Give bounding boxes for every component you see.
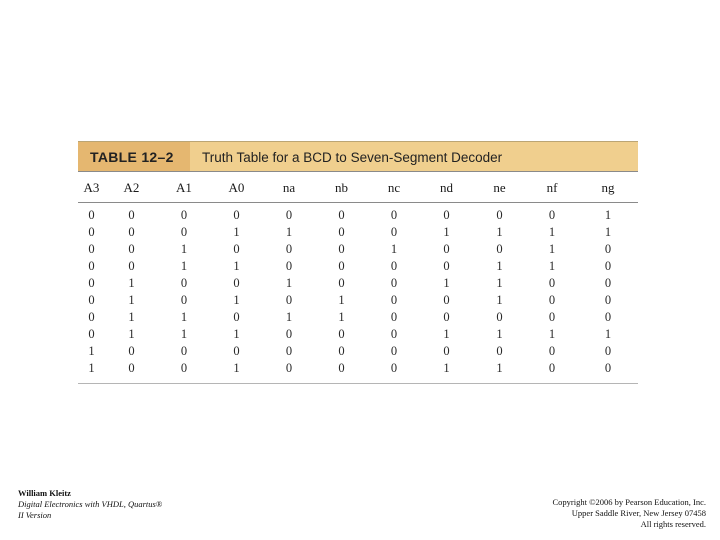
table-cell: 1 [548,225,556,239]
table-cell: 1 [180,242,188,256]
table-cell: 1 [180,310,188,324]
table-cell: 0 [180,344,188,358]
table-cell: 1 [338,310,345,324]
table-cell: 1 [233,361,240,375]
table-cell: 0 [390,327,398,341]
table-cell: 0 [128,361,135,375]
table-row [78,241,638,258]
table-cell: 0 [604,259,612,273]
table-cell: 0 [443,259,450,273]
table-cell: 0 [548,310,556,324]
table-cell: 1 [180,259,188,273]
table-cell: 1 [496,225,503,239]
table-cell: 0 [390,225,398,239]
table-cell: 1 [180,327,188,341]
table-cell: 0 [390,208,398,222]
table-cell: 0 [285,344,293,358]
table-cell: 0 [548,361,556,375]
table-cell: 1 [285,276,293,290]
table-cell: 0 [233,242,240,256]
table-cell: 0 [390,293,398,307]
table-cell: 1 [548,259,556,273]
book-credit [18,488,238,521]
table-cell: 1 [285,225,293,239]
table-cell: 0 [88,276,95,290]
table-cell: 0 [88,208,95,222]
table-cell: 0 [390,276,398,290]
table-cell: 0 [338,344,345,358]
column-header: nf [546,179,558,195]
table-row [78,203,638,224]
table-cell: 0 [443,208,450,222]
table-cell: 0 [390,310,398,324]
table-row [78,292,638,309]
table-cell: 0 [88,259,95,273]
table-cell: 1 [88,361,95,375]
table-cell: 1 [128,310,135,324]
table-row [78,309,638,326]
header-row [78,172,638,203]
table-cell: 0 [180,208,188,222]
table-cell: 1 [496,276,503,290]
rights-line: All rights reserved. [640,519,706,529]
table-cell: 1 [604,327,612,341]
table-cell: 1 [443,361,450,375]
truth-table-grid [78,172,638,377]
table-cell: 0 [180,225,188,239]
table-cell: 0 [604,276,612,290]
table-cell: 0 [180,361,188,375]
table-title: Truth Table for a BCD to Seven-Segment Decoder [202,149,503,165]
table-cell: 1 [233,259,240,273]
table-cell: 0 [285,361,293,375]
truth-table [78,141,638,384]
table-cell: 1 [443,225,450,239]
table-cell: 0 [180,293,188,307]
table-cell: 0 [338,361,345,375]
table-cell: 1 [496,293,503,307]
column-header: A0 [228,179,245,195]
table-cell: 0 [390,344,398,358]
table-cell: 0 [233,276,240,290]
table-cell: 0 [128,242,135,256]
table-cell: 0 [604,361,612,375]
table-cell: 0 [88,293,95,307]
table-body [78,203,638,377]
table-cell: 1 [233,225,240,239]
table-cell: 1 [604,225,612,239]
table-cell: 0 [88,327,95,341]
table-cell: 1 [390,242,398,256]
publisher-address: Upper Saddle River, New Jersey 07458 [571,508,706,518]
table-cell: 0 [128,225,135,239]
table-cell: 0 [233,310,240,324]
table-cell: 1 [128,293,135,307]
table-cell: 0 [390,361,398,375]
table-cell: 0 [285,259,293,273]
table-cell: 0 [88,242,95,256]
table-cell: 1 [128,276,135,290]
table-cell: 0 [496,242,503,256]
table-cell: 0 [604,293,612,307]
table-cell: 0 [496,310,503,324]
table-row [78,343,638,360]
table-cell: 1 [496,361,503,375]
table-cell: 0 [548,276,556,290]
table-bottom-rule [78,383,638,384]
table-cell: 0 [338,327,345,341]
table-cell: 0 [233,208,240,222]
table-cell: 0 [285,242,293,256]
table-cell: 0 [338,259,345,273]
table-cell: 0 [285,327,293,341]
table-cell: 1 [548,242,556,256]
table-cell: 0 [443,344,450,358]
table-cell: 0 [233,344,240,358]
book-version: II Version [18,510,52,520]
table-cell: 0 [604,344,612,358]
copyright-notice [466,497,706,530]
column-header: nc [387,179,401,195]
table-cell: 1 [233,327,240,341]
table-cell: 1 [443,327,450,341]
table-cell: 1 [285,310,293,324]
table-row [78,275,638,292]
table-cell: 0 [285,208,293,222]
column-header: A1 [176,179,192,195]
column-header: nb [335,179,348,195]
column-header: A3 [83,179,100,195]
table-cell: 0 [443,310,450,324]
table-row [78,326,638,343]
table-cell: 0 [128,208,135,222]
table-cell: 0 [604,242,612,256]
table-cell: 0 [548,344,556,358]
table-cell: 0 [285,293,293,307]
table-cell: 0 [548,208,556,222]
table-cell: 1 [88,344,95,358]
table-cell: 1 [604,208,612,222]
table-cell: 0 [496,344,503,358]
table-cell: 0 [390,259,398,273]
table-cell: 0 [338,225,345,239]
table-cell: 0 [180,276,188,290]
table-cell: 1 [496,327,503,341]
table-cell: 1 [128,327,135,341]
table-cell: 1 [496,259,503,273]
table-cell: 0 [338,208,345,222]
table-cell: 0 [443,293,450,307]
table-title-bar [78,141,638,172]
author-name: William Kleitz [18,488,71,498]
table-row [78,360,638,377]
table-row [78,224,638,241]
column-header: ng [601,179,615,195]
table-cell: 1 [548,327,556,341]
table-cell: 0 [496,208,503,222]
table-cell: 1 [338,293,345,307]
table-cell: 0 [443,242,450,256]
table-cell: 0 [88,310,95,324]
table-cell: 0 [128,344,135,358]
column-header: ne [493,179,506,195]
table-cell: 0 [88,225,95,239]
table-cell: 0 [604,310,612,324]
column-header: nd [440,179,453,195]
table-cell: 1 [233,293,240,307]
copyright-line: Copyright ©2006 by Pearson Education, Inc. [552,497,706,507]
column-header: A2 [123,179,140,195]
table-cell: 0 [128,259,135,273]
table-number-label: TABLE 12–2 [78,142,190,172]
table-row [78,258,638,275]
table-cell: 0 [338,242,345,256]
book-title: Digital Electronics with VHDL, Quartus® [18,499,163,509]
column-header: na [282,179,296,195]
table-cell: 1 [443,276,450,290]
table-cell: 0 [338,276,345,290]
table-cell: 0 [548,293,556,307]
